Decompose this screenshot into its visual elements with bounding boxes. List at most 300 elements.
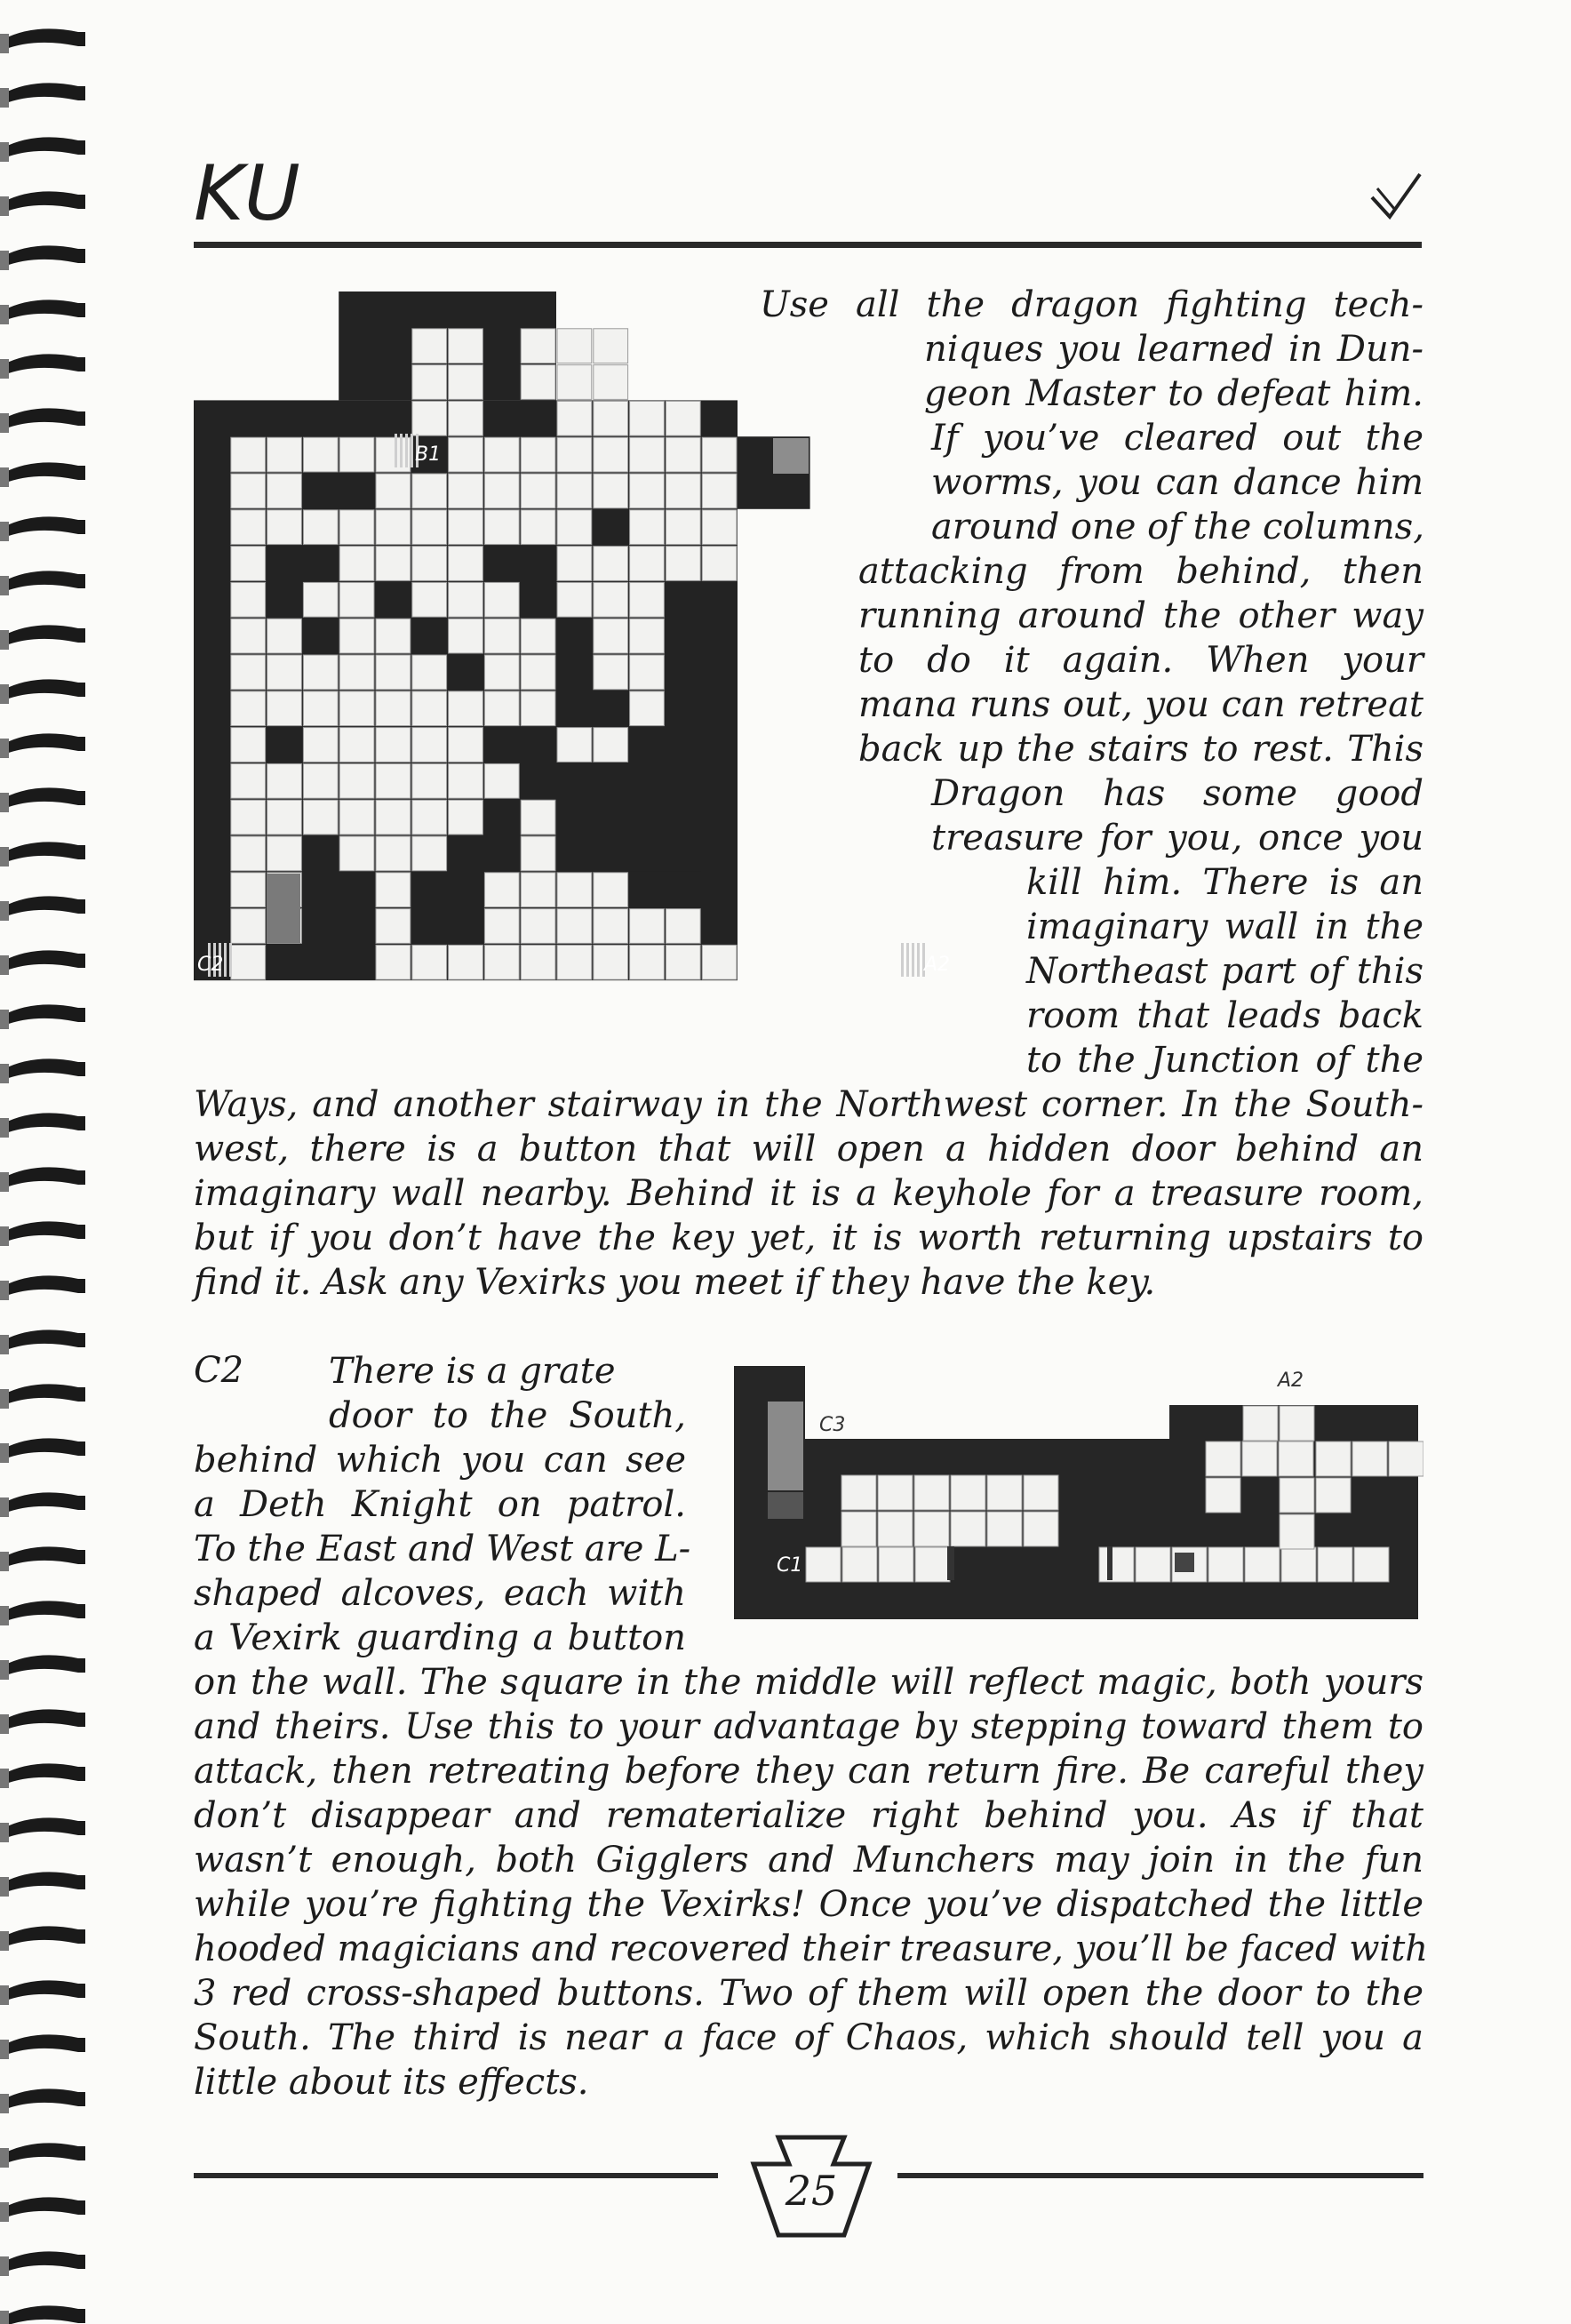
map-floor-cell xyxy=(630,510,665,545)
map-floor-cell xyxy=(1206,1442,1240,1476)
map-floor-cell xyxy=(1281,1547,1316,1582)
map-floor-cell xyxy=(412,763,447,798)
map-floor-cell xyxy=(376,655,411,690)
map-floor-cell xyxy=(231,547,266,581)
binding-hole xyxy=(0,359,9,379)
map-floor-cell xyxy=(1352,1442,1387,1476)
map-floor-cell xyxy=(521,437,555,472)
binding-hole xyxy=(0,522,9,541)
binding-hole xyxy=(0,1010,9,1029)
binding-hole xyxy=(0,2148,9,2168)
binding-coil xyxy=(4,1601,85,1622)
map-floor-cell xyxy=(594,945,628,979)
binding-hole xyxy=(0,1877,9,1897)
map-floor-cell xyxy=(557,510,592,545)
map-floor-cell xyxy=(630,401,665,435)
map-floor-cell xyxy=(412,365,447,400)
map-floor-cell xyxy=(267,510,302,545)
map-floor-cell xyxy=(231,655,266,690)
map-floor-cell xyxy=(702,945,737,979)
map-floor-cell xyxy=(594,728,628,763)
binding-coil xyxy=(4,1492,85,1513)
map-floor-cell xyxy=(484,655,519,690)
map-door-cell xyxy=(773,438,809,474)
map-floor-cell xyxy=(1099,1547,1134,1582)
binding-coil xyxy=(4,191,85,212)
map-door-cell xyxy=(267,874,300,943)
map-floor-cell xyxy=(231,763,266,798)
map-label-c1: C1 xyxy=(777,1554,803,1577)
paragraph-dragon-line: find it. Ask any Vexirks you meet if they have the key. xyxy=(194,1262,1156,1303)
map-floor-cell xyxy=(339,728,374,763)
map-floor-cell xyxy=(914,1512,949,1546)
binding-hole xyxy=(0,1172,9,1192)
paragraph-c2-line: door to the South, xyxy=(329,1395,686,1436)
map-floor-cell xyxy=(1316,1478,1351,1513)
map-floor-cell xyxy=(484,619,519,653)
checkmark-icon xyxy=(1368,171,1422,224)
binding-coil xyxy=(4,2088,85,2110)
map-floor-cell xyxy=(231,474,266,508)
binding-hole xyxy=(0,630,9,650)
map-floor-cell xyxy=(412,800,447,835)
map-floor-cell xyxy=(557,728,592,763)
binding-hole xyxy=(0,142,9,162)
map-floor-cell xyxy=(1318,1547,1352,1582)
map-floor-cell xyxy=(594,329,628,363)
paragraph-dragon-line: to the Junction of the xyxy=(1026,1040,1423,1081)
binding-hole xyxy=(0,2094,9,2113)
map-floor-cell xyxy=(376,510,411,545)
map-floor-cell xyxy=(1279,1442,1313,1476)
binding-coil xyxy=(4,1546,85,1568)
map-floor-cell xyxy=(231,909,266,944)
map-floor-cell xyxy=(951,1475,985,1510)
map-floor-cell xyxy=(1136,1547,1170,1582)
binding-coil xyxy=(4,950,85,971)
map-floor-cell xyxy=(1280,1406,1314,1441)
binding-hole xyxy=(0,1443,9,1463)
paragraph-c2-line: 3 red cross-shaped buttons. Two of them will open the door to the xyxy=(194,1973,1423,2014)
map-stairs-mark xyxy=(917,943,920,977)
map-floor-cell xyxy=(412,836,447,871)
map-floor-cell xyxy=(449,329,483,363)
map-floor-cell xyxy=(484,873,519,907)
map-stairs-mark xyxy=(395,434,397,467)
map-floor-cell xyxy=(521,329,555,363)
binding-coil xyxy=(4,842,85,863)
map-floor-cell xyxy=(630,547,665,581)
map-stairs-mark xyxy=(912,943,914,977)
binding-coil xyxy=(4,245,85,267)
binding-hole xyxy=(0,413,9,433)
binding-hole xyxy=(0,305,9,324)
binding-hole xyxy=(0,2202,9,2222)
map-floor-cell xyxy=(521,800,555,835)
binding-coil xyxy=(4,28,85,50)
map-floor-cell xyxy=(521,873,555,907)
map-floor-cell xyxy=(449,763,483,798)
binding-hole xyxy=(0,1985,9,2005)
binding-coil xyxy=(4,1655,85,1676)
binding-coil xyxy=(4,83,85,104)
map-floor-cell xyxy=(231,728,266,763)
map-floor-cell xyxy=(1280,1478,1314,1513)
map-door-bar xyxy=(1107,1546,1112,1580)
map-floor-cell xyxy=(449,945,483,979)
map-floor-cell xyxy=(557,437,592,472)
map-floor-cell xyxy=(339,437,374,472)
binding-hole xyxy=(0,196,9,216)
binding-coil xyxy=(4,1058,85,1080)
binding-hole xyxy=(0,955,9,975)
map-floor-cell xyxy=(1208,1547,1243,1582)
map-floor-cell xyxy=(630,691,665,726)
map-floor-cell xyxy=(267,691,302,726)
dungeon-map-corridor xyxy=(734,1364,1423,1622)
paragraph-dragon-line: running around the other way xyxy=(858,595,1423,636)
binding-hole xyxy=(0,467,9,487)
map-label-a2-top: A2 xyxy=(1278,1370,1304,1392)
binding-coil xyxy=(4,2251,85,2272)
section-label-c2: C2 xyxy=(194,1350,244,1391)
paragraph-dragon-line: imaginary wall in the xyxy=(1026,906,1423,947)
map-floor-cell xyxy=(231,945,266,979)
map-floor-cell xyxy=(303,800,338,835)
map-floor-cell xyxy=(339,619,374,653)
binding-hole xyxy=(0,576,9,595)
paragraph-c2-line: There is a grate xyxy=(329,1351,616,1392)
binding-coil xyxy=(4,1330,85,1351)
binding-coil xyxy=(4,1221,85,1242)
map-floor-cell xyxy=(521,619,555,653)
map-floor-cell xyxy=(376,873,411,907)
map-floor-cell xyxy=(521,510,555,545)
footer-rule-left xyxy=(194,2173,718,2178)
map-floor-cell xyxy=(702,437,737,472)
map-floor-cell xyxy=(594,655,628,690)
paragraph-c2-line: and theirs. Use this to your advantage by stepping toward them to xyxy=(194,1706,1423,1747)
map-floor-cell xyxy=(879,1547,913,1582)
map-special-square xyxy=(1175,1553,1194,1572)
paragraph-dragon-line: west, there is a button that will open a hidden door behind an xyxy=(194,1129,1423,1170)
binding-hole xyxy=(0,2311,9,2324)
map-floor-cell xyxy=(702,510,737,545)
map-floor-cell xyxy=(449,691,483,726)
paragraph-c2-line: on the wall. The square in the middle will reflect magic, both yours xyxy=(194,1662,1423,1703)
map-floor-cell xyxy=(1354,1547,1389,1582)
map-floor-cell xyxy=(449,365,483,400)
map-floor-cell xyxy=(521,655,555,690)
map-floor-cell xyxy=(376,909,411,944)
paragraph-dragon-line: imaginary wall nearby. Behind it is a keyhole for a treasure room, xyxy=(194,1173,1423,1214)
map-floor-cell xyxy=(842,1547,877,1582)
map-floor-cell xyxy=(449,728,483,763)
binding-hole xyxy=(0,34,9,53)
binding-coil xyxy=(4,571,85,592)
map-door-bar xyxy=(947,1546,954,1580)
map-floor-cell xyxy=(666,437,700,472)
map-stairs-mark xyxy=(411,434,413,467)
map-floor-cell xyxy=(231,873,266,907)
paragraph-dragon-line: If you’ve cleared out the xyxy=(931,418,1423,459)
map-floor-cell xyxy=(806,1547,841,1582)
paragraph-dragon-line: niques you learned in Dun- xyxy=(924,329,1423,370)
map-floor-cell xyxy=(484,437,519,472)
map-floor-cell xyxy=(412,655,447,690)
map-floor-cell xyxy=(594,619,628,653)
binding-coil xyxy=(4,408,85,429)
binding-hole xyxy=(0,2040,9,2059)
map-floor-cell xyxy=(376,474,411,508)
map-floor-cell xyxy=(484,763,519,798)
map-floor-cell xyxy=(557,474,592,508)
binding-coil xyxy=(4,733,85,755)
map-floor-cell xyxy=(521,365,555,400)
map-wall-region xyxy=(556,763,701,871)
binding-hole xyxy=(0,739,9,758)
binding-hole xyxy=(0,1660,9,1680)
map-floor-cell xyxy=(449,800,483,835)
map-floor-cell xyxy=(412,510,447,545)
map-floor-cell xyxy=(630,909,665,944)
map-floor-cell xyxy=(841,1475,876,1510)
map-floor-cell xyxy=(376,437,411,472)
map-floor-cell xyxy=(484,510,519,545)
map-floor-cell xyxy=(666,401,700,435)
paragraph-dragon-line: Northeast part of this xyxy=(1026,951,1423,992)
map-floor-cell xyxy=(1280,1514,1314,1549)
map-stairs-mark xyxy=(405,434,408,467)
map-floor-cell xyxy=(376,547,411,581)
binding-coil xyxy=(4,1167,85,1188)
binding-hole xyxy=(0,2256,9,2276)
binding-coil xyxy=(4,1709,85,1730)
paragraph-dragon-line: treasure for you, once you xyxy=(931,818,1423,859)
map-floor-cell xyxy=(594,547,628,581)
binding-hole xyxy=(0,1931,9,1951)
map-floor-cell xyxy=(449,474,483,508)
map-floor-cell xyxy=(412,945,447,979)
binding-coil xyxy=(4,1113,85,1134)
binding-hole xyxy=(0,1552,9,1571)
binding-hole xyxy=(0,1335,9,1354)
map-floor-cell xyxy=(557,945,592,979)
map-floor-cell xyxy=(449,437,483,472)
map-floor-cell xyxy=(630,655,665,690)
map-floor-cell xyxy=(339,655,374,690)
paragraph-c2-line: hooded magicians and recovered their treasure, you’ll be faced with xyxy=(194,1929,1429,1969)
map-floor-cell xyxy=(376,945,411,979)
binding-coil xyxy=(4,896,85,917)
binding-coil xyxy=(4,2197,85,2218)
paragraph-dragon-line: room that leads back xyxy=(1026,995,1423,1036)
map-floor-cell xyxy=(339,763,374,798)
map-floor-cell xyxy=(594,474,628,508)
map-floor-cell xyxy=(1024,1475,1058,1510)
page-title: KU xyxy=(194,149,302,238)
paragraph-dragon-line: geon Master to defeat him. xyxy=(924,373,1423,414)
map-floor-cell xyxy=(412,691,447,726)
map-floor-cell xyxy=(1243,1406,1278,1441)
map-label-a2: A2 xyxy=(924,954,951,976)
map-floor-cell xyxy=(1389,1442,1423,1476)
map-floor-cell xyxy=(666,945,700,979)
map-floor-cell xyxy=(878,1475,913,1510)
map-floor-cell xyxy=(594,909,628,944)
spiral-binding xyxy=(0,0,98,2324)
map-label-c2: C2 xyxy=(197,954,224,976)
map-floor-cell xyxy=(449,547,483,581)
map-door-cell xyxy=(768,1402,803,1490)
footer-rule-right xyxy=(897,2173,1423,2178)
paragraph-dragon-line: Use all the dragon fighting tech- xyxy=(760,284,1423,325)
binding-coil xyxy=(4,1438,85,1459)
map-floor-cell xyxy=(557,547,592,581)
binding-hole xyxy=(0,1606,9,1625)
paragraph-dragon-line: mana runs out, you can retreat xyxy=(858,684,1423,725)
map-floor-cell xyxy=(267,619,302,653)
paragraph-c2-line: attack, then retreating before they can return fire. Be careful they xyxy=(194,1751,1423,1792)
map-floor-cell xyxy=(231,582,266,617)
map-floor-cell xyxy=(521,836,555,871)
map-floor-cell xyxy=(557,329,592,363)
map-label-c3: C3 xyxy=(819,1414,846,1436)
map-floor-cell xyxy=(267,763,302,798)
map-floor-cell xyxy=(594,401,628,435)
paragraph-c2-line: South. The third is near a face of Chaos, which should tell you a xyxy=(194,2017,1423,2058)
paragraph-dragon-line: Dragon has some good xyxy=(931,773,1423,814)
map-stairs-mark xyxy=(400,434,403,467)
map-floor-cell xyxy=(594,365,628,400)
map-floor-cell xyxy=(267,800,302,835)
binding-hole xyxy=(0,1281,9,1300)
paragraph-dragon-line: kill him. There is an xyxy=(1026,862,1423,903)
binding-coil xyxy=(4,462,85,483)
map-floor-cell xyxy=(303,763,338,798)
map-floor-cell xyxy=(666,547,700,581)
binding-hole xyxy=(0,1226,9,1246)
map-floor-cell xyxy=(231,437,266,472)
map-floor-cell xyxy=(1024,1512,1058,1546)
map-stairs-mark xyxy=(224,943,227,977)
map-floor-cell xyxy=(914,1475,949,1510)
map-floor-cell xyxy=(1242,1442,1277,1476)
map-floor-cell xyxy=(630,437,665,472)
binding-hole xyxy=(0,1064,9,1083)
map-floor-cell xyxy=(557,873,592,907)
map-floor-cell xyxy=(841,1512,876,1546)
binding-coil xyxy=(4,679,85,700)
map-floor-cell xyxy=(303,728,338,763)
binding-hole xyxy=(0,847,9,867)
map-floor-cell xyxy=(557,401,592,435)
binding-coil xyxy=(4,299,85,321)
paragraph-c2-line: behind which you can see xyxy=(194,1440,686,1481)
paragraph-dragon-line: to do it again. When your xyxy=(858,640,1423,681)
paragraph-c2-line: don’t disappear and rematerialize right behind you. As if that xyxy=(194,1795,1423,1836)
map-floor-cell xyxy=(666,474,700,508)
map-floor-cell xyxy=(1245,1547,1280,1582)
map-stairs-mark xyxy=(229,943,232,977)
paragraph-c2-line: To the East and West are L- xyxy=(194,1529,691,1569)
map-floor-cell xyxy=(376,619,411,653)
paragraph-c2-line: a Deth Knight on patrol. xyxy=(194,1484,686,1525)
binding-coil xyxy=(4,2305,85,2324)
paragraph-dragon-line: Ways, and another stairway in the Northwest corner. In the South- xyxy=(194,1084,1423,1125)
map-floor-cell xyxy=(484,691,519,726)
map-floor-cell xyxy=(231,619,266,653)
map-floor-cell xyxy=(303,510,338,545)
binding-hole xyxy=(0,1389,9,1409)
map-floor-cell xyxy=(449,582,483,617)
map-floor-cell xyxy=(412,401,447,435)
dungeon-map-level xyxy=(194,291,958,1020)
map-floor-cell xyxy=(521,945,555,979)
map-floor-cell xyxy=(484,582,519,617)
map-floor-cell xyxy=(376,800,411,835)
map-floor-cell xyxy=(987,1475,1022,1510)
map-floor-cell xyxy=(376,691,411,726)
map-floor-cell xyxy=(449,401,483,435)
map-floor-cell xyxy=(1316,1442,1351,1476)
binding-coil xyxy=(4,625,85,646)
map-floor-cell xyxy=(630,582,665,617)
paragraph-dragon-line: attacking from behind, then xyxy=(858,551,1423,592)
map-floor-cell xyxy=(376,763,411,798)
map-floor-cell xyxy=(630,619,665,653)
binding-hole xyxy=(0,793,9,812)
map-floor-cell xyxy=(303,437,338,472)
map-floor-cell xyxy=(267,836,302,871)
map-floor-cell xyxy=(521,691,555,726)
map-floor-cell xyxy=(594,582,628,617)
map-floor-cell xyxy=(951,1512,985,1546)
map-floor-cell xyxy=(702,474,737,508)
map-floor-cell xyxy=(412,728,447,763)
map-floor-cell xyxy=(231,800,266,835)
binding-hole xyxy=(0,901,9,921)
map-floor-cell xyxy=(915,1547,950,1582)
binding-coil xyxy=(4,2034,85,2056)
paragraph-dragon-line: back up the stairs to rest. This xyxy=(858,729,1423,770)
map-floor-cell xyxy=(449,619,483,653)
map-floor-cell xyxy=(594,873,628,907)
map-floor-cell xyxy=(376,728,411,763)
map-floor-cell xyxy=(267,474,302,508)
map-floor-cell xyxy=(303,582,338,617)
map-floor-cell xyxy=(666,510,700,545)
binding-coil xyxy=(4,1872,85,1893)
binding-coil xyxy=(4,354,85,375)
binding-coil xyxy=(4,1817,85,1839)
map-floor-cell xyxy=(339,836,374,871)
map-floor-cell xyxy=(339,547,374,581)
map-floor-cell xyxy=(231,836,266,871)
map-floor-cell xyxy=(987,1512,1022,1546)
map-floor-cell xyxy=(412,547,447,581)
binding-hole xyxy=(0,684,9,704)
paragraph-c2-line: shaped alcoves, each with xyxy=(194,1573,686,1614)
map-stairs-mark xyxy=(906,943,909,977)
page-number-badge xyxy=(745,2133,878,2240)
map-floor-cell xyxy=(630,474,665,508)
map-floor-cell xyxy=(521,474,555,508)
map-floor-cell xyxy=(630,945,665,979)
map-door-cell xyxy=(768,1492,803,1519)
map-floor-cell xyxy=(484,474,519,508)
map-floor-cell xyxy=(484,945,519,979)
